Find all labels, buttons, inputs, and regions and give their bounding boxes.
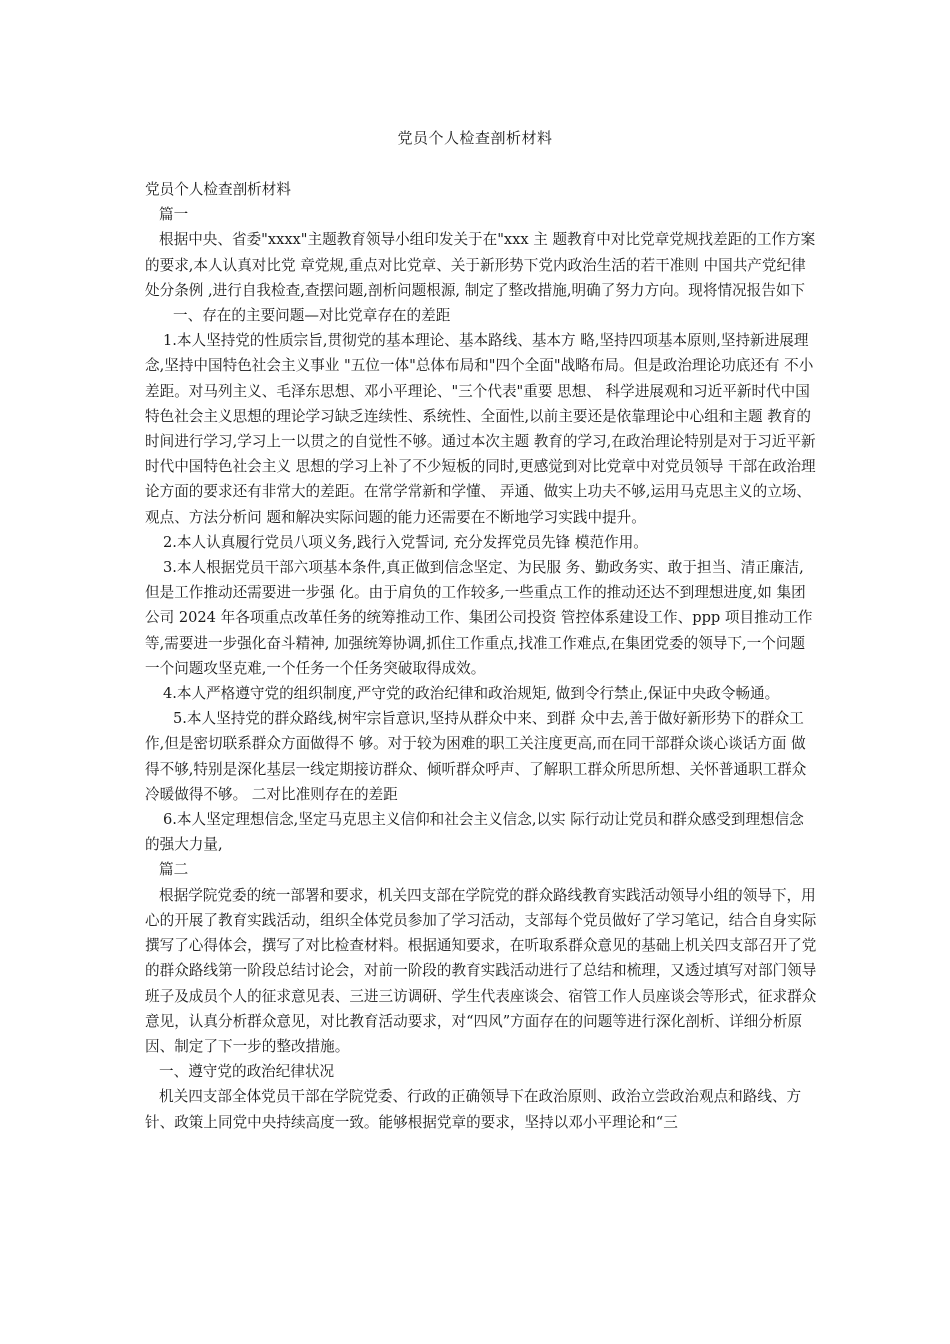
paragraph-item-3: 3.本人根据党员干部六项基本条件,真正做到信念坚定、为民服 务、勤政务实、敢于担当、清正廉洁,但是工作推动还需要进一步强 化。由于肩负的工作较多,一些重点工作的推动还达不到理想进度,如 集团公司 2024 年各项重点改革任务的统筹推动工作、集团公司投资 管控体系建设工作、ppp 项目推动工作等,需要进一步强化奋斗精神, 加强统筹协调,抓住工作重点,找准工作难点,在集团党委的领导下,一个问题一个问题攻坚克难,一个任务一个任务突破取得成效。 (145, 559, 813, 677)
paragraph-heading-2: 一、遵守党的政治纪律状况 (159, 1063, 335, 1081)
paragraph-section-label-1: 篇一 (159, 206, 189, 224)
paragraph-section-2-intro: 根据学院党委的统一部署和要求，机关四支部在学院党的群众路线教育实践活动领导小组的领导下，用心的开展了教育实践活动，组织全体党员参加了学习活动，支部每个党员做好了学习笔记，结合自身实际撰写了心得体会，撰写了对比检查材料。根据通知要求，在听取系群众意见的基础上机关四支部召开了党的群众路线第一阶段总结讨论会，对前一阶段的教育实践活动进行了总结和梳理，又透过填写对部门领导班子及成员个人的征求意见表、三进三访调研、学生代表座谈会、宿管工作人员座谈会等形式，征求群众意见，认真分析群众意见，对比教育活动要求，对“四风”方面存在的问题等进行深化剖析、详细分析原因、制定了下一步的整改措施。 (145, 886, 817, 1055)
paragraph-item-5: 5.本人坚持党的群众路线,树牢宗旨意识,坚持从群众中来、到群 众中去,善于做好新形势下的群众工作,但是密切联系群众方面做得不 够。对于较为困难的职工关注度更高,而在同干部群众谈心谈话方面 做得不够,特别是深化基层一线定期接访群众、倾听群众呼声、了解职工群众所思所想、关怀普通职工群众冷暖做得不够。 二对比准则存在的差距 (145, 710, 807, 803)
paragraph-intro: 根据中央、省委"xxxx"主题教育领导小组印发关于在"xxx 主 题教育中对比党章党规找差距的工作方案的要求,本人认真对比党 章党规,重点对比党章、关于新形势下党内政治生活的若干准则 中国共产党纪律处分条例 ,进行自我检查,查摆问题,剖析问题根源, 制定了整改措施,明确了努力方向。现将情况报告如下 (145, 231, 816, 299)
document-body (145, 177, 817, 1135)
paragraph-item-2: 2.本人认真履行党员八项义务,践行入党誓词, 充分发挥党员先锋 模范作用。 (163, 533, 648, 551)
paragraph-item-4: 4.本人严格遵守党的组织制度,严守党的政治纪律和政治规矩, 做到令行禁止,保证中央政令畅通。 (163, 685, 780, 703)
paragraph-subtitle: 党员个人检查剖析材料 (145, 181, 291, 198)
document-title: 党员个人检查剖析材料 (397, 129, 553, 147)
paragraph-item-6: 6.本人坚定理想信念,坚定马克思主义信仰和社会主义信念,以实 际行动让党员和群众感受到理想信念的强大力量, (145, 811, 804, 854)
paragraph-section-2-body: 机关四支部全体党员干部在学院党委、行政的正确领导下在政治原则、政治立尝政治观点和路线、方针、政策上同党中央持续高度一致。能够根据党章的要求，坚持以邓小平理论和“三 (145, 1088, 802, 1131)
paragraph-heading-1: 一、存在的主要问题—对比党章存在的差距 (173, 307, 451, 325)
paragraph-section-label-2: 篇二 (159, 861, 189, 879)
paragraph-item-1: 1.本人坚持党的性质宗旨,贯彻党的基本理论、基本路线、基本方 略,坚持四项基本原则,坚持新进展理念,坚持中国特色社会主义事业 "五位一体"总体布局和"四个全面"战略布局。但是政治理论功底还有 不小差距。对马列主义、毛泽东思想、邓小平理论、"三个代表"重要 思想、 科学进展观和习近平新时代中国特色社会主义思想的理论学习缺乏连续性、系统性、全面性,以前主要还是依靠理论中心组和主题 教育的时间进行学习,学习上一以贯之的自觉性不够。通过本次主题 教育的学习,在政治理论特别是对于习近平新时代中国特色社会主义 思想的学习上补了不少短板的同时,更感觉到对比党章中对党员领导 干部在政治理论方面的要求还有非常大的差距。在常学常新和学懂、 弄通、做实上功夫不够,运用马克思主义的立场、观点、方法分析问 题和解决实际问题的能力还需要在不断地学习实践中提升。 (145, 332, 816, 526)
